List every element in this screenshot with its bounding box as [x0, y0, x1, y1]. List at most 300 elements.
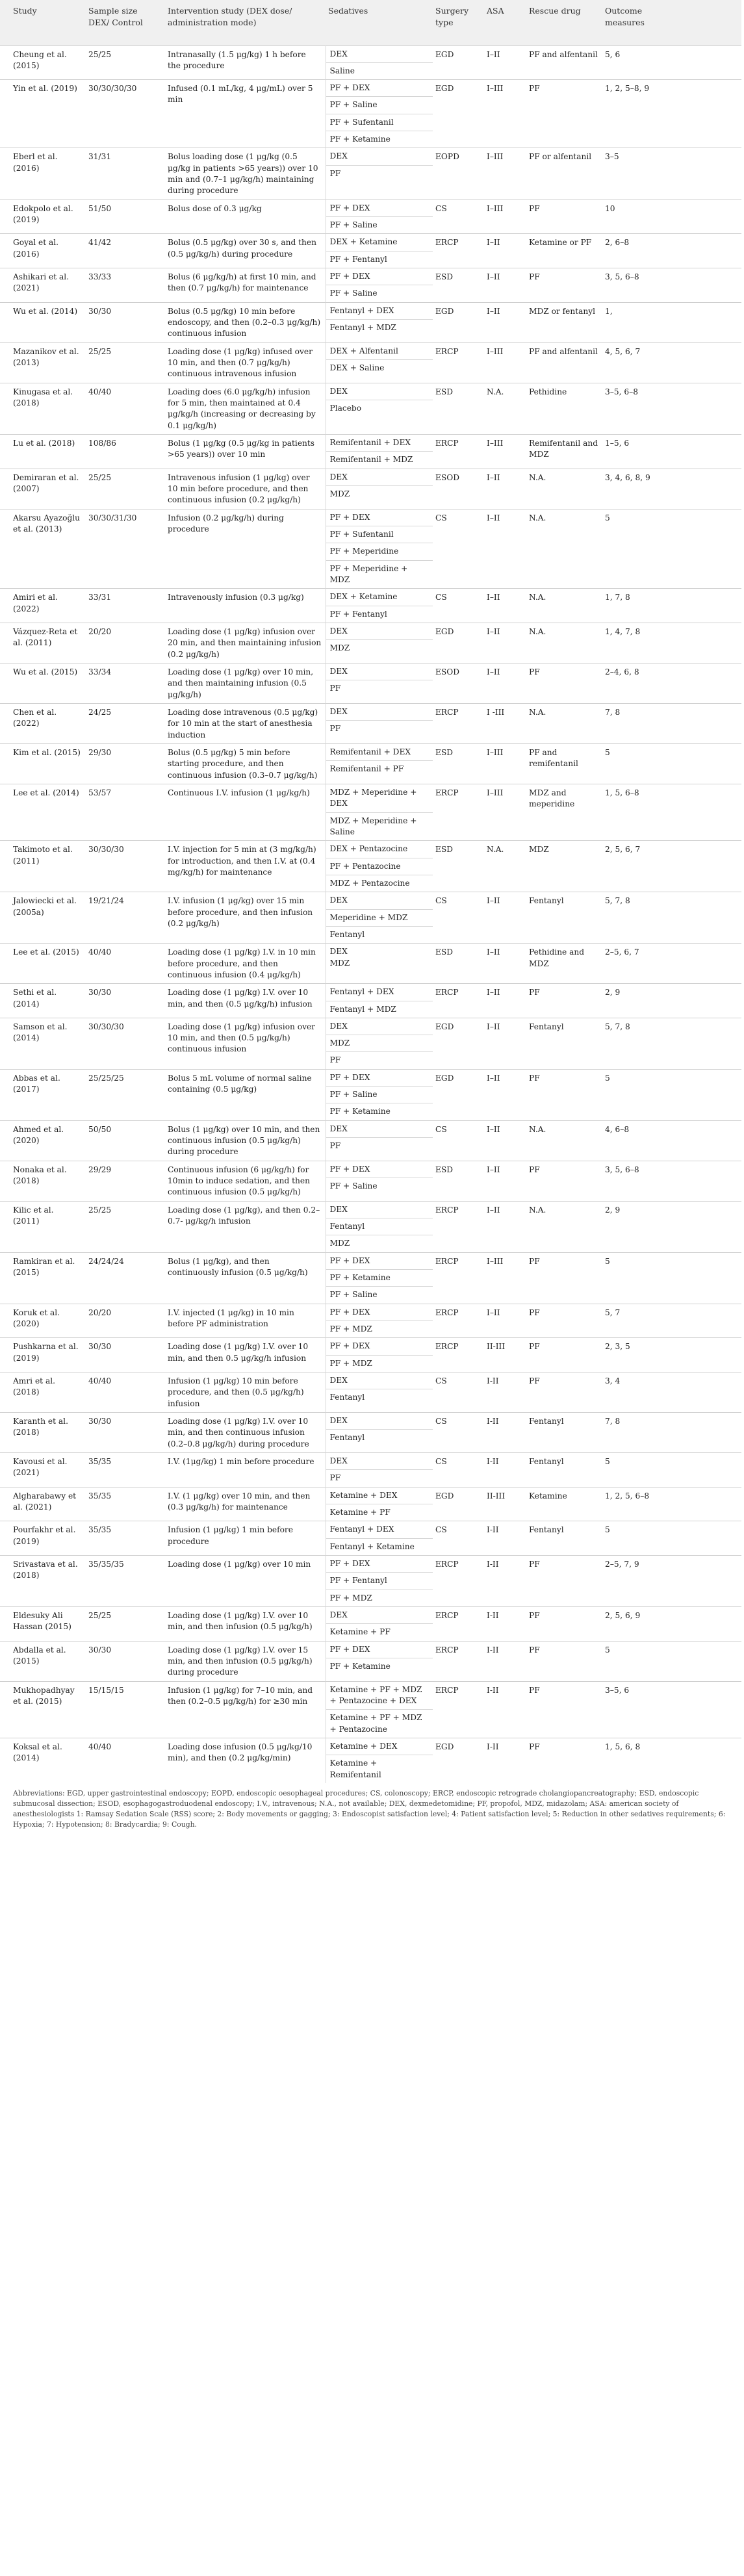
sedative-group: DEX + Saline [329, 363, 385, 373]
rescue-drug-cell: Fentanyl [529, 1417, 564, 1426]
study-cell: Samson et al. (2014) [13, 1022, 68, 1043]
table-row [0, 1641, 741, 1681]
sedative-group: Fentanyl [329, 1433, 365, 1443]
sedative-group: DEX [326, 1607, 433, 1624]
row-spacer-right [674, 1372, 741, 1413]
table-row [0, 1252, 741, 1304]
sedative-group: PF + Pentazocine [326, 858, 433, 875]
table-row [0, 1069, 741, 1120]
header-asa: ASA [487, 6, 504, 16]
row-spacer-right [674, 469, 741, 509]
row-spacer-right [674, 703, 741, 743]
outcome-cell: 5, 6 [605, 49, 621, 59]
asa-cell: I–III [487, 788, 504, 797]
study-cell: Kilic et al. (2011) [13, 1205, 54, 1226]
sedative-group: DEX [326, 704, 433, 721]
rescue-drug-cell: PF or alfentanil [529, 152, 592, 162]
sedative-group: MDZ + Meperidine + Saline [329, 816, 417, 836]
surgery-type-cell: CS [435, 1457, 447, 1467]
row-spacer-right [674, 892, 741, 944]
table-row [0, 663, 741, 703]
study-cell: Nonaka et al. (2018) [13, 1165, 67, 1186]
surgery-type-cell: ERCP [435, 988, 459, 998]
sedative-group: PF + Saline [329, 220, 378, 230]
table-row [0, 1681, 741, 1738]
study-cell: Goyal et al. (2016) [13, 238, 59, 259]
rescue-drug-cell: PF [529, 1307, 540, 1317]
outcome-cell: 10 [605, 203, 615, 213]
rescue-drug-cell: Pethidine [529, 387, 567, 396]
header-sample-size-sub: DEX/ Control [88, 17, 143, 27]
study-cell: Algharabawy et al. (2021) [13, 1491, 77, 1512]
row-spacer [0, 1120, 10, 1161]
row-spacer [0, 342, 10, 383]
row-spacer [0, 1161, 10, 1201]
study-cell: Kavousi et al. (2021) [13, 1457, 68, 1478]
sample-size-cell: 40/40 [88, 1376, 112, 1386]
study-cell: Lu et al. (2018) [13, 439, 75, 448]
sample-size-cell: 29/30 [88, 747, 112, 757]
sedative-group: PF + Sufentanil [326, 526, 433, 543]
outcome-cell: 2, 9 [605, 1205, 621, 1215]
sedatives-cell [326, 200, 433, 234]
sedative-group: Remifentanil + MDZ [329, 455, 413, 465]
sedatives-cell [326, 1372, 433, 1413]
sedatives-cell [326, 1641, 433, 1681]
surgery-type-cell: ERCP [435, 1256, 459, 1266]
surgery-type-cell: ERCP [435, 1645, 459, 1655]
table-row [0, 1338, 741, 1372]
sample-size-cell: 30/30/31/30 [88, 513, 137, 522]
row-spacer [0, 234, 10, 268]
sedative-group: PF [329, 168, 341, 178]
rescue-drug-cell: MDZ and meperidine [529, 788, 575, 809]
table-row [0, 1304, 741, 1338]
study-cell: Amri et al. (2018) [13, 1376, 55, 1397]
surgery-type-cell: ESD [435, 1165, 454, 1174]
sedative-group: PF + Ketamine [329, 1107, 391, 1116]
sedative-group: PF + MDZ [329, 1593, 372, 1603]
header-spacer [0, 0, 10, 45]
outcome-cell: 2–5, 6, 7 [605, 947, 639, 957]
asa-cell: I–II [487, 626, 500, 636]
row-spacer [0, 1641, 10, 1681]
outcome-cell: 5 [605, 747, 610, 757]
rescue-drug-cell: Fentanyl [529, 1457, 564, 1467]
table-row [0, 469, 741, 509]
study-cell: Amiri et al. (2022) [13, 593, 58, 613]
sedatives-cell [326, 703, 433, 743]
sedative-group: PF + DEX [326, 200, 433, 217]
sedatives-cell [326, 234, 433, 268]
sample-size-cell: 35/35 [88, 1491, 112, 1501]
asa-cell: I–II [487, 49, 500, 59]
sedatives-cell [326, 1413, 433, 1453]
asa-cell: I -III [487, 707, 505, 717]
row-spacer [0, 1304, 10, 1338]
sample-size-cell: 35/35 [88, 1525, 112, 1535]
outcome-cell: 7, 8 [605, 707, 621, 717]
table-row [0, 302, 741, 342]
intervention-cell: Loading dose intravenous (0.5 μg/kg) for 10 min at the start of anesthesia induction [168, 707, 318, 740]
sedative-group: PF + DEX [326, 268, 433, 285]
outcome-cell: 2, 9 [605, 988, 621, 998]
asa-cell: N.A. [487, 845, 504, 855]
table-row [0, 268, 741, 303]
study-cell: Wu et al. (2014) [13, 306, 78, 316]
row-spacer [0, 1338, 10, 1372]
study-cell: Wu et al. (2015) [13, 667, 78, 676]
sedative-group: DEX [326, 1121, 433, 1138]
rescue-drug-cell: MDZ or fentanyl [529, 306, 595, 316]
table-row [0, 703, 741, 743]
asa-cell: N.A. [487, 387, 504, 396]
sample-size-cell: 30/30 [88, 1645, 112, 1655]
header-surgery-type: Surgery type [435, 6, 469, 27]
row-spacer [0, 663, 10, 703]
sedative-group: DEX [326, 663, 433, 680]
sedative-group: DEX [326, 1453, 433, 1470]
study-cell: Takimoto et al. (2011) [13, 845, 73, 866]
row-spacer [0, 1372, 10, 1413]
sedative-group: PF [329, 1473, 341, 1483]
row-spacer [0, 1413, 10, 1453]
sedative-group: PF + Sufentanil [326, 114, 433, 131]
rescue-drug-cell: N.A. [529, 707, 546, 717]
surgery-type-cell: ESD [435, 272, 454, 282]
outcome-cell: 2, 3, 5 [605, 1342, 630, 1352]
rescue-drug-cell: Ketamine [529, 1491, 567, 1501]
study-cell: Vázquez-Reta et al. (2011) [13, 626, 78, 648]
study-cell: Pourfakhr et al. (2019) [13, 1525, 76, 1546]
row-spacer-right [674, 944, 741, 984]
sedative-group: PF + DEX [326, 1070, 433, 1087]
outcome-cell: 5, 7 [605, 1307, 621, 1317]
intervention-cell: Continuous I.V. infusion (1 μg/kg/h) [168, 788, 310, 797]
sedatives-cell [326, 1521, 433, 1556]
study-cell: Akarsu Ayazoğlu et al. (2013) [13, 513, 81, 534]
asa-cell: I–II [487, 896, 500, 906]
intervention-cell: Infused (0.1 mL/kg, 4 μg/mL) over 5 min [168, 84, 313, 105]
row-spacer-right [674, 784, 741, 840]
sedatives-cell [326, 1338, 433, 1372]
sedative-group: DEX [326, 1202, 433, 1218]
sample-size-cell: 25/25 [88, 346, 112, 356]
sedative-group: DEX [326, 1018, 433, 1035]
asa-cell: I-II [487, 1417, 499, 1426]
row-spacer-right [674, 589, 741, 623]
table-row [0, 1738, 741, 1783]
sedative-group: Fentanyl + Ketamine [329, 1541, 415, 1551]
outcome-cell: 2–5, 7, 9 [605, 1559, 639, 1569]
row-spacer [0, 1606, 10, 1641]
header-outcome-measures: Outcome measures [605, 6, 645, 27]
row-spacer-right [674, 1413, 741, 1453]
sedatives-cell [326, 1018, 433, 1069]
asa-cell: I–III [487, 84, 504, 94]
sedative-group: PF + Saline [326, 97, 433, 114]
row-spacer [0, 200, 10, 234]
sedative-group: PF + DEX [326, 509, 433, 526]
row-spacer [0, 623, 10, 663]
asa-cell: I–II [487, 667, 500, 676]
sedative-group: PF + MDZ [329, 1324, 372, 1334]
intervention-cell: I.V. injection for 5 min at (3 mg/kg/h) for introduction, and then I.V. at (0.4 mg/kg/h) for maintenance [168, 845, 316, 877]
study-cell: Sethi et al. (2014) [13, 988, 57, 1009]
sedative-group: PF + DEX [326, 1253, 433, 1270]
sedative-group: PF [329, 724, 341, 734]
intervention-cell: Bolus (6 μg/kg/h) at first 10 min, and then (0.7 μg/kg/h) for maintenance [168, 272, 316, 293]
sedative-group: PF + DEX [326, 1161, 433, 1178]
row-spacer [0, 1555, 10, 1606]
sedative-group: Fentanyl + DEX [326, 984, 433, 1001]
sedative-group: PF + Fentanyl [329, 254, 387, 264]
sedative-group: DEX + Ketamine [326, 234, 433, 251]
sedatives-cell [326, 435, 433, 469]
sedative-group: Fentanyl [326, 1218, 433, 1235]
surgery-type-cell: ERCP [435, 1205, 459, 1215]
rescue-drug-cell: PF [529, 1610, 540, 1620]
intervention-cell: Bolus 5 mL volume of normal saline containing (0.5 μg/kg) [168, 1073, 312, 1094]
sample-size-cell: 30/30/30/30 [88, 84, 137, 94]
sedatives-cell [326, 383, 433, 434]
asa-cell: I–III [487, 747, 504, 757]
table-row [0, 1120, 741, 1161]
surgery-type-cell: EGD [435, 626, 454, 636]
asa-cell: I-II [487, 1559, 499, 1569]
sedative-group: PF + DEX [326, 1304, 433, 1321]
surgery-type-cell: ESD [435, 387, 454, 396]
asa-cell: I–III [487, 203, 504, 213]
surgery-type-cell: CS [435, 1417, 447, 1426]
sample-size-cell: 33/31 [88, 593, 112, 602]
surgery-type-cell: ERCP [435, 1307, 459, 1317]
row-spacer-right [674, 80, 741, 148]
sedative-group: Fentanyl + MDZ [329, 323, 396, 333]
sedative-group: Ketamine + PF + MDZ + Pentazocine [329, 1713, 422, 1734]
study-cell: Lee et al. (2014) [13, 788, 79, 797]
row-spacer-right [674, 1338, 741, 1372]
sedative-group: PF + Saline [329, 1290, 378, 1300]
surgery-type-cell: EGD [435, 1742, 454, 1751]
sedatives-cell [326, 1681, 433, 1738]
asa-cell: I–II [487, 306, 500, 316]
sedative-group: PF + Ketamine [329, 135, 391, 144]
sample-size-cell: 33/34 [88, 667, 112, 676]
study-cell: Karanth et al. (2018) [13, 1417, 68, 1437]
rescue-drug-cell: Ketamine or PF [529, 238, 592, 248]
rescue-drug-cell: N.A. [529, 593, 546, 602]
sample-size-cell: 15/15/15 [88, 1685, 124, 1695]
row-spacer-right [674, 1555, 741, 1606]
study-cell: Kim et al. (2015) [13, 747, 81, 757]
sample-size-cell: 30/30 [88, 1342, 112, 1352]
sedative-group: PF [329, 1141, 341, 1151]
outcome-cell: 4, 6–8 [605, 1124, 630, 1134]
sample-size-cell: 35/35/35 [88, 1559, 124, 1569]
rescue-drug-cell: N.A. [529, 1205, 546, 1215]
sample-size-cell: 53/57 [88, 788, 112, 797]
table-row [0, 892, 741, 944]
sample-size-cell: 30/30 [88, 988, 112, 998]
rescue-drug-cell: PF [529, 1742, 540, 1751]
table-row [0, 623, 741, 663]
asa-cell: I–II [487, 272, 500, 282]
sedative-group: Ketamine + PF [329, 1508, 391, 1517]
asa-cell: I–II [487, 1022, 500, 1031]
table-row [0, 234, 741, 268]
row-spacer [0, 1487, 10, 1521]
sedatives-cell [326, 663, 433, 703]
sedatives-cell [326, 302, 433, 342]
table-row [0, 1453, 741, 1488]
table-row [0, 1606, 741, 1641]
outcome-cell: 3, 5, 6–8 [605, 1165, 639, 1174]
row-spacer-right [674, 45, 741, 80]
row-spacer [0, 1453, 10, 1488]
outcome-cell: 5 [605, 1457, 610, 1467]
sedative-group: PF + DEX [326, 1556, 433, 1573]
sedative-group: DEX [326, 623, 433, 640]
sedative-group: DEX + Alfentanil [326, 343, 433, 360]
intervention-cell: Loading dose (1 μg/kg) over 10 min [168, 1559, 311, 1569]
asa-cell: I–II [487, 1124, 500, 1134]
surgery-type-cell: CS [435, 1124, 447, 1134]
sedative-group: DEX [326, 46, 433, 63]
surgery-type-cell: CS [435, 1525, 447, 1535]
sample-size-cell: 29/29 [88, 1165, 112, 1174]
surgery-type-cell: ESD [435, 845, 454, 855]
surgery-type-cell: ESD [435, 747, 454, 757]
outcome-cell: 5 [605, 1256, 610, 1266]
sample-size-cell: 20/20 [88, 626, 112, 636]
asa-cell: I–III [487, 152, 504, 162]
study-cell: Ashikari et al. (2021) [13, 272, 70, 293]
table-row [0, 1018, 741, 1069]
sedative-group: PF + Saline [329, 289, 378, 298]
surgery-type-cell: ESD [435, 947, 454, 957]
row-spacer-right [674, 383, 741, 434]
intervention-cell: Loading dose (1 μg/kg) infusion over 20 min, and then maintaining infusion (0.2 μg/kg/h) [168, 626, 322, 659]
row-spacer [0, 1018, 10, 1069]
header-intervention: Intervention study (DEX dose/ administration mode) [168, 6, 292, 27]
rescue-drug-cell: PF and alfentanil [529, 49, 598, 59]
sedative-group: Meperidine + MDZ [326, 910, 433, 927]
outcome-cell: 5, 7, 8 [605, 896, 630, 906]
intervention-cell: Bolus loading dose (1 μg/kg (0.5 μg/kg in patients >65 years)) over 10 min and (0.7–1 μg/kg/h) maintaining during procedure [168, 152, 318, 196]
study-cell: Eberl et al. (2016) [13, 152, 58, 173]
sample-size-cell: 19/21/24 [88, 896, 124, 906]
intervention-cell: Loading dose infusion (0.5 μg/kg/10 min), and then (0.2 μg/kg/min) [168, 1742, 313, 1763]
sedative-group: Fentanyl [329, 1393, 365, 1402]
table-row [0, 589, 741, 623]
sedatives-cell [326, 148, 433, 200]
row-spacer [0, 1521, 10, 1556]
sedatives-cell [326, 589, 433, 623]
row-spacer [0, 1681, 10, 1738]
row-spacer [0, 268, 10, 303]
sedative-group: MDZ + Pentazocine [329, 878, 410, 888]
intervention-cell: Loading dose (1 μg/kg) I.V. in 10 min before procedure, and then continuous infusion (0.4 μg/kg/h) [168, 947, 316, 979]
study-cell: Abdalla et al. (2015) [13, 1645, 66, 1666]
outcome-cell: 1, 5, 6, 8 [605, 1742, 641, 1751]
rescue-drug-cell: Fentanyl [529, 1525, 564, 1535]
rescue-drug-cell: PF and alfentanil [529, 346, 598, 356]
rescue-drug-cell: PF [529, 1685, 540, 1695]
intervention-cell: Loading does (6.0 μg/kg/h) infusion for 5 min, then maintained at 0.4 μg/kg/h (increasing or decreasing by 0.1 μg/kg/h) [168, 387, 316, 430]
table-row [0, 1372, 741, 1413]
rescue-drug-cell: PF [529, 1645, 540, 1655]
surgery-type-cell: EGD [435, 1073, 454, 1083]
table-row [0, 784, 741, 840]
sedative-group: MDZ + Meperidine + DEX [326, 784, 433, 813]
rescue-drug-cell: PF [529, 1376, 540, 1386]
sedative-group: Saline [329, 66, 355, 75]
intervention-cell: Infusion (0.2 μg/kg/h) during procedure [168, 513, 284, 534]
intervention-cell: Loading dose (1 μg/kg) I.V. over 10 min, and then infusion (0.5 μg/kg/h) [168, 1610, 313, 1632]
asa-cell: I-II [487, 1376, 499, 1386]
table-row [0, 80, 741, 148]
surgery-type-cell: CS [435, 203, 447, 213]
sedatives-cell [326, 1252, 433, 1304]
sedative-group: DEX + Pentazocine [326, 841, 433, 858]
row-spacer-right [674, 302, 741, 342]
table-row [0, 509, 741, 589]
surgery-type-cell: ESOD [435, 472, 460, 482]
header-spacer-right [674, 0, 741, 45]
rescue-drug-cell: N.A. [529, 1124, 546, 1134]
sedative-group: PF + Saline [326, 1087, 433, 1103]
surgery-type-cell: ERCP [435, 238, 459, 248]
outcome-cell: 3–5 [605, 152, 619, 162]
sample-size-cell: 25/25 [88, 1205, 112, 1215]
table-body [0, 45, 741, 1783]
table-row [0, 383, 741, 434]
study-cell: Yin et al. (2019) [13, 84, 77, 94]
study-cell: Cheung et al. (2015) [13, 49, 67, 70]
row-spacer-right [674, 1487, 741, 1521]
intervention-cell: Continuous infusion (6 μg/kg/h) for 10min to induce sedation, and then continuous infusion (0.5 μg/kg/h) [168, 1165, 310, 1197]
intervention-cell: Intravenous infusion (1 μg/kg) over 10 min before procedure, and then continuous infusion (0.2 μg/kg/h) [168, 472, 310, 505]
sample-size-cell: 24/24/24 [88, 1256, 124, 1266]
sedatives-cell [326, 1201, 433, 1252]
sedative-group: Fentanyl [329, 929, 365, 939]
intervention-cell: I.V. (1μg/kg) 1 min before procedure [168, 1457, 314, 1467]
surgery-type-cell: EGD [435, 306, 454, 316]
intervention-cell: Bolus (0.5 μg/kg) 10 min before endoscopy, and then (0.2–0.3 μg/kg/h) continuous infusion [168, 306, 321, 339]
row-spacer-right [674, 200, 741, 234]
study-cell: Ahmed et al. (2020) [13, 1124, 64, 1146]
outcome-cell: 1, [605, 306, 613, 316]
intervention-cell: Loading dose (1 μg/kg) I.V. over 10 min, and then (0.5 μg/kg/h) infusion [168, 988, 313, 1009]
table-row [0, 1555, 741, 1606]
table-row [0, 1201, 741, 1252]
sedative-group: PF + DEX [326, 80, 433, 97]
rescue-drug-cell: MDZ [529, 845, 549, 855]
row-spacer-right [674, 1453, 741, 1488]
sample-size-cell: 25/25 [88, 49, 112, 59]
surgery-type-cell: ERCP [435, 1342, 459, 1352]
outcome-cell: 3, 5, 6–8 [605, 272, 639, 282]
intervention-cell: Bolus (0.5 μg/kg) 5 min before starting procedure, and then continuous infusion (0.3–0.7 μg/kg/h) [168, 747, 318, 780]
sample-size-cell: 50/50 [88, 1124, 112, 1134]
row-spacer-right [674, 1120, 741, 1161]
outcome-cell: 1, 5, 6–8 [605, 788, 639, 797]
sample-size-cell: 41/42 [88, 238, 112, 248]
outcome-cell: 1–5, 6 [605, 439, 630, 448]
header-sample-size-label: Sample size [88, 6, 138, 16]
sedatives-cell [326, 1069, 433, 1120]
